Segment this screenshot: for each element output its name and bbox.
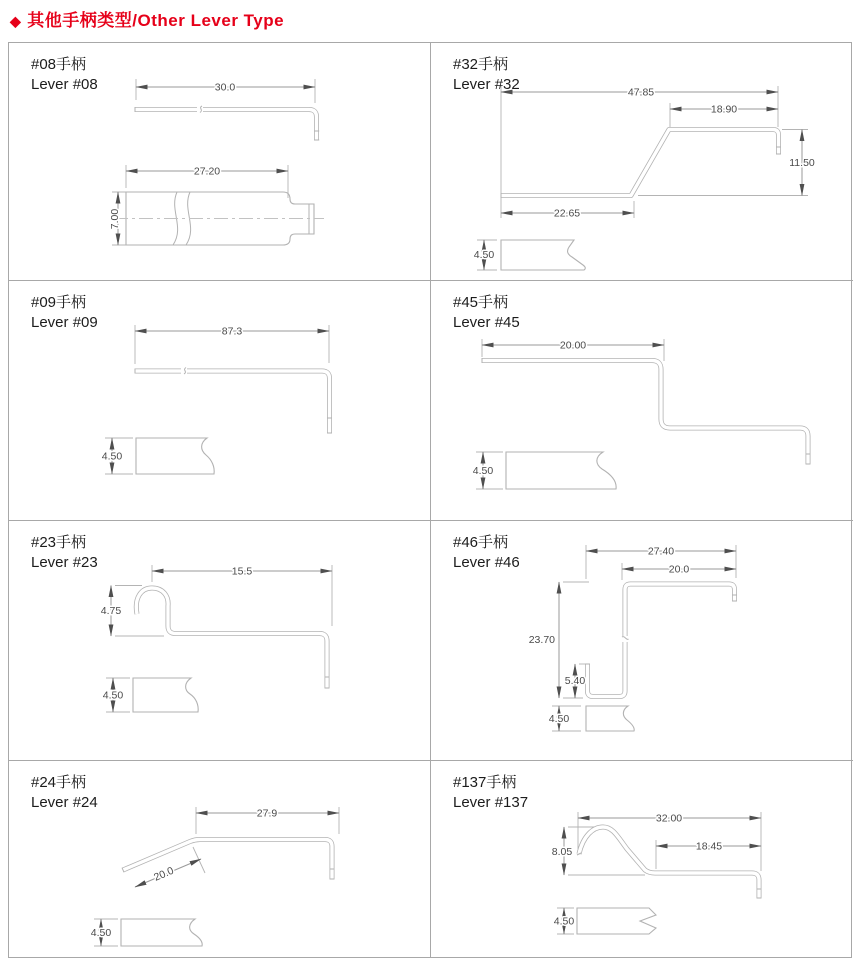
lever-24-label bbox=[31, 773, 98, 813]
part-side-view bbox=[135, 368, 332, 434]
lever-23-title-en: Lever #23 bbox=[31, 554, 98, 571]
lever-45-label bbox=[453, 293, 520, 333]
dimension-lines bbox=[111, 565, 332, 636]
dim-length: 15.5 bbox=[231, 565, 253, 578]
part-side-view bbox=[501, 130, 781, 199]
thickness-profile bbox=[476, 452, 616, 489]
part-side-view bbox=[577, 827, 762, 898]
lever-24-title-en: Lever #24 bbox=[31, 794, 98, 811]
dim-plan-length: 27.20 bbox=[193, 165, 221, 178]
part-plan-view bbox=[114, 192, 324, 245]
lever-46-title-en: Lever #46 bbox=[453, 554, 520, 571]
break-mark bbox=[622, 636, 629, 642]
lever-137-title-en: Lever #137 bbox=[453, 794, 529, 811]
page-title-text: 其他手柄类型/Other Lever Type bbox=[27, 11, 285, 30]
lever-table bbox=[8, 42, 852, 958]
dim-thickness: 4.50 bbox=[90, 927, 112, 939]
dim-diagonal: 20.0 bbox=[152, 864, 176, 884]
break-mark bbox=[197, 106, 203, 114]
part-side-view bbox=[482, 358, 811, 464]
dim-thickness: 4.50 bbox=[548, 713, 570, 725]
cell-lever-137 bbox=[431, 761, 853, 957]
lever-23-title-zh: #23手柄 bbox=[31, 534, 87, 551]
lever-23-label bbox=[31, 533, 98, 573]
dim-overall: 32.00 bbox=[655, 812, 683, 825]
cell-lever-46 bbox=[431, 521, 853, 761]
cell-lever-45 bbox=[431, 281, 853, 521]
part-side-view bbox=[136, 588, 329, 688]
lever-137-title-zh: #137手柄 bbox=[453, 774, 517, 791]
dim-length: 87.3 bbox=[221, 325, 243, 338]
cell-lever-09 bbox=[9, 281, 431, 521]
cell-lever-23 bbox=[9, 521, 431, 761]
lever-45-title-en: Lever #45 bbox=[453, 314, 520, 331]
lever-08-title-en: Lever #08 bbox=[31, 76, 98, 93]
lever-32-label bbox=[453, 55, 520, 95]
cell-lever-08 bbox=[9, 43, 431, 281]
lever-46-label bbox=[453, 533, 520, 573]
dim-top-span: 20.0 bbox=[668, 563, 690, 576]
part-side-view bbox=[585, 584, 737, 697]
dim-top-span: 18.90 bbox=[710, 103, 738, 116]
dim-plan-width: 7.00 bbox=[109, 208, 121, 230]
lever-09-title-en: Lever #09 bbox=[31, 314, 98, 331]
dim-hook-height: 4.75 bbox=[100, 605, 122, 617]
cell-lever-32 bbox=[431, 43, 853, 281]
part-side-view bbox=[135, 106, 319, 140]
lever-137-label bbox=[453, 773, 528, 813]
diamond-bullet-icon: ◆ bbox=[10, 13, 22, 29]
dim-top-span: 20.00 bbox=[559, 339, 587, 352]
dim-thickness: 4.50 bbox=[102, 689, 124, 702]
lever-24-title-zh: #24手柄 bbox=[31, 774, 87, 791]
lever-32-title-en: Lever #32 bbox=[453, 76, 520, 93]
lever-09-title-zh: #09手柄 bbox=[31, 294, 87, 311]
dim-foot-height: 5.40 bbox=[564, 675, 586, 687]
dim-top-span: 27.9 bbox=[256, 807, 278, 820]
lever-09-label bbox=[31, 293, 98, 333]
dimension-lines bbox=[112, 79, 315, 245]
lever-08-title-zh: #08手柄 bbox=[31, 56, 87, 73]
dim-bottom-span: 22.65 bbox=[553, 207, 581, 220]
cell-lever-24 bbox=[9, 761, 431, 957]
dim-thickness: 4.50 bbox=[472, 465, 494, 477]
break-mark bbox=[181, 368, 187, 376]
dim-overall: 27.40 bbox=[647, 545, 675, 558]
dim-thickness: 4.50 bbox=[473, 249, 495, 261]
page-title bbox=[10, 6, 284, 31]
dim-thickness: 4.50 bbox=[101, 450, 123, 463]
lever-46-title-zh: #46手柄 bbox=[453, 534, 509, 551]
dim-height: 23.70 bbox=[528, 634, 555, 646]
lever-08-label bbox=[31, 55, 98, 95]
dim-height: 11.50 bbox=[789, 157, 815, 169]
lever-32-title-zh: #32手柄 bbox=[453, 56, 509, 73]
lever-45-title-zh: #45手柄 bbox=[453, 294, 509, 311]
dim-thickness: 4.50 bbox=[553, 915, 575, 928]
dim-overall: 47.85 bbox=[627, 86, 655, 99]
dim-right-span: 18.45 bbox=[695, 840, 723, 853]
dim-hump-height: 8.05 bbox=[551, 846, 573, 858]
dim-top-length: 30.0 bbox=[214, 81, 236, 94]
